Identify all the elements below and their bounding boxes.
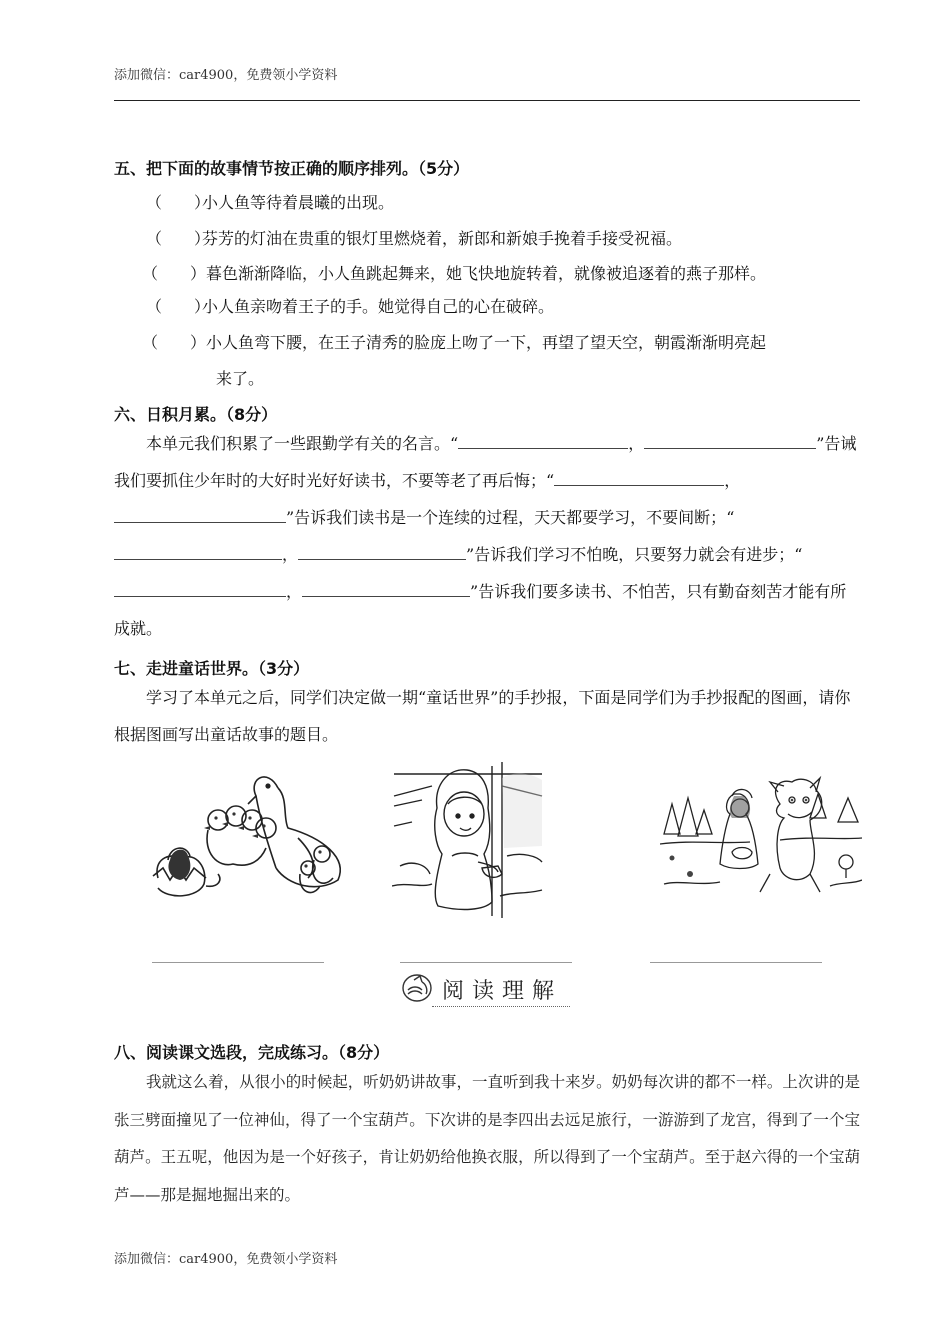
section8-heading: 八、阅读课文选段，完成练习。（8分） xyxy=(114,1043,390,1062)
blank-3b[interactable] xyxy=(298,545,466,560)
text-segment: “ xyxy=(726,508,735,527)
list-item xyxy=(142,261,766,284)
item-text: 暮色渐渐降临，小人鱼跳起舞来，她飞快地旋转着，就像被追逐着的燕子那样。 xyxy=(206,264,767,283)
answer-paren[interactable]: （ ） xyxy=(142,333,207,352)
answer-paren[interactable]: （ ） xyxy=(146,193,211,212)
section5-heading: 五、把下面的故事情节按正确的顺序排列。（5分） xyxy=(114,159,470,178)
page-header: 添加微信：car4900，免费领小学资料 xyxy=(114,68,338,83)
red-riding-hood-picture xyxy=(660,774,862,898)
answer-paren[interactable]: （ ） xyxy=(142,264,207,283)
text-segment: ”告诉我们读书是一个连续的过程，天天都要学习，不要间断； xyxy=(286,508,727,527)
blank-1c[interactable] xyxy=(790,434,816,449)
text-segment: 本单元我们积累了一些跟勤学有关的名言。“ xyxy=(146,434,459,453)
ugly-duckling-picture xyxy=(148,768,358,906)
text-segment: ， xyxy=(286,582,303,601)
header-divider xyxy=(114,100,860,101)
answer-paren[interactable]: （ ） xyxy=(146,229,211,248)
blank-1b[interactable] xyxy=(644,434,790,449)
section6-heading: 六、日积月累。（8分） xyxy=(114,405,278,424)
answer-line-2[interactable] xyxy=(400,962,572,963)
text-segment: ， xyxy=(724,471,741,490)
blank-4a[interactable] xyxy=(114,582,286,597)
match-girl-picture xyxy=(392,756,544,918)
item-text: 小人鱼等待着晨曦的出现。 xyxy=(202,193,395,212)
section7-heading: 七、走进童话世界。（3分） xyxy=(114,659,310,678)
banner-title: 阅读理解 xyxy=(442,979,563,1004)
blank-2c[interactable] xyxy=(114,508,286,523)
text-segment: ”告诫我们要抓住少年时的大好时光好好读书，不要等老了再后悔；“ xyxy=(114,434,857,490)
blank-2b[interactable] xyxy=(690,471,724,486)
list-item xyxy=(146,294,554,317)
item-text: 芬芳的灯油在贵重的银灯里燃烧着，新郎和新娘手挽着手接受祝福。 xyxy=(202,229,683,248)
banner-underline xyxy=(432,1006,570,1007)
blank-4b[interactable] xyxy=(302,582,470,597)
book-icon xyxy=(400,972,434,1004)
reading-banner xyxy=(400,968,572,1010)
blank-1a[interactable] xyxy=(458,434,628,449)
item-text: 小人鱼亲吻着王子的手。她觉得自己的心在破碎。 xyxy=(202,297,555,316)
list-item xyxy=(142,330,766,353)
section7-body: 学习了本单元之后，同学们决定做一期“童话世界”的手抄报，下面是同学们为手抄报配的图画，请你根据图画写出童话故事的题目。 xyxy=(114,688,851,744)
list-item xyxy=(146,190,394,213)
text-segment: ， xyxy=(282,545,299,564)
reading-passage: 我就这么着，从很小的时候起，听奶奶讲故事，一直听到我十来岁。奶奶每次讲的都不一样。上次讲的是张三劈面撞见了一位神仙，得了一个宝葫芦。下次讲的是李四出去远足旅行，一游游到了龙宫，得到了一个宝葫芦。王五呢，他因为是一个好孩子，肯让奶奶给他换衣服，所以得到了一个宝葫芦。至于赵六得的一个宝葫芦——那是掘地掘出来的。 xyxy=(114,1073,860,1204)
answer-paren[interactable]: （ ） xyxy=(146,297,211,316)
section6-body xyxy=(114,425,860,647)
item-text: 小人鱼弯下腰，在王子清秀的脸庞上吻了一下，再望了望天空，朝霞渐渐明亮起 xyxy=(206,333,767,352)
blank-3a[interactable] xyxy=(114,545,282,560)
text-segment: ”告诉我们学习不怕晚，只要努力就会有进步；“ xyxy=(466,545,803,564)
list-item xyxy=(146,226,682,249)
answer-line-1[interactable] xyxy=(152,962,324,963)
text-segment: ， xyxy=(628,434,645,453)
item-continuation: 来了。 xyxy=(216,369,265,388)
page-footer: 添加微信：car4900，免费领小学资料 xyxy=(114,1252,338,1267)
text-segment: ”告诉我们要多读书、不怕苦，只有勤奋刻苦才能有所成就。 xyxy=(114,582,847,638)
answer-line-3[interactable] xyxy=(650,962,822,963)
blank-2a[interactable] xyxy=(554,471,690,486)
